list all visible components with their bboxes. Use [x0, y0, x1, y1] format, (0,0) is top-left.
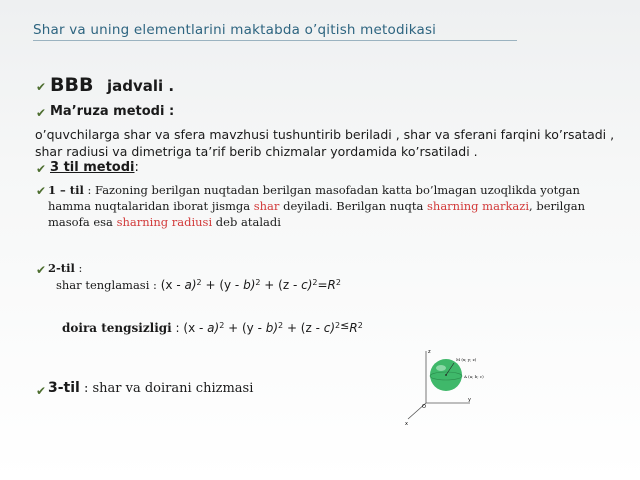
- sphere-diagram: [398, 345, 496, 429]
- term-shar: shar: [253, 199, 280, 213]
- bbb-heading: BBB: [50, 74, 94, 96]
- point-a-label: A (a; b; c): [464, 374, 484, 379]
- term-markaz: sharning markazi: [427, 199, 530, 213]
- axis-z-label: z: [428, 349, 431, 355]
- check-icon: ✔: [36, 263, 47, 277]
- maruza-paragraph: o’quvchilarga shar va sfera mavzhusi tushuntirib beriladi , shar va sferani farqini ko’rsatadi , shar radiusi va dimetriga ta’rif berib chizmalar yordamida ko’rsatiladi .: [35, 127, 615, 159]
- sphere-equation: shar tenglamasi : $(x - a)^2 + (y - b)^2 + (z - c)^2=R^2$: [56, 278, 341, 292]
- til-metodi-heading: 3 til metodi:: [50, 160, 139, 175]
- slide-title: Shar va uning elementlarini maktabda o’qitish metodikasi: [33, 22, 437, 38]
- origin-label: O: [422, 404, 426, 410]
- check-icon: ✔: [36, 106, 47, 120]
- check-icon: ✔: [36, 162, 47, 176]
- axis-y-label: y: [468, 397, 471, 403]
- axis-x-label: x: [405, 421, 408, 427]
- check-icon: ✔: [36, 384, 47, 398]
- point-m-label: M (x; y; z): [456, 357, 477, 362]
- check-icon: ✔: [36, 184, 47, 198]
- title-underline: [33, 40, 517, 41]
- ball-inequality: doira tengsizligi : $(x - a)^2 + (y - b)^2 + (z - c)^{2\le}R^2$: [62, 319, 363, 335]
- maruza-heading: Ma’ruza metodi :: [50, 104, 175, 119]
- term-radius: sharning radiusi: [116, 215, 213, 229]
- bullet-1-til: 1 – til : Fazoning berilgan nuqtadan berilgan masofadan katta bo’lmagan uzoqlikda yotgan hamma nuqtalaridan iborat jismga shar deyiladi. Berilgan nuqta sharning markazi, berilgan masofa esa sharning radiusi deb ataladi: [48, 183, 585, 229]
- check-icon: ✔: [36, 80, 47, 94]
- til-1-label: 1 – til: [48, 183, 84, 197]
- bullet-2-til: 2-til :: [48, 261, 83, 275]
- bullet-3-til: 3-til : shar va doirani chizmasi: [48, 380, 254, 396]
- bbb-subheading: jadvali .: [107, 77, 175, 95]
